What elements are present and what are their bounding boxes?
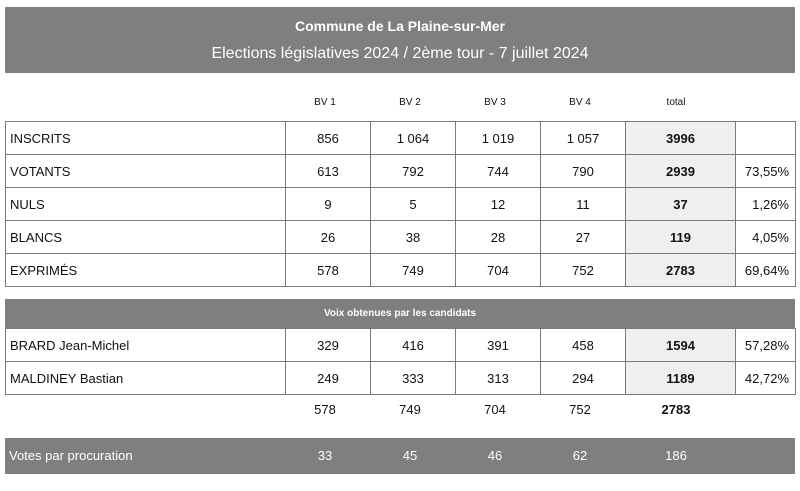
cell-total: 2939 xyxy=(626,155,736,188)
candidates-total-all: 2783 xyxy=(661,402,691,417)
table-row xyxy=(6,122,796,155)
candidate-name: MALDINEY Bastian xyxy=(6,362,286,395)
cell-percent: 4,05% xyxy=(736,221,796,254)
cell-bv2: 1 064 xyxy=(371,122,456,155)
cell-bv2: 792 xyxy=(371,155,456,188)
candidate-name: BRARD Jean-Michel xyxy=(6,329,286,362)
cell-bv4: 27 xyxy=(541,221,626,254)
row-label: BLANCS xyxy=(6,221,286,254)
title-banner xyxy=(5,7,795,73)
cell-percent: 57,28% xyxy=(736,329,796,362)
cell-bv1: 9 xyxy=(286,188,371,221)
cell-bv4: 294 xyxy=(541,362,626,395)
commune-title: Commune de La Plaine-sur-Mer xyxy=(294,18,506,34)
cell-bv1: 329 xyxy=(286,329,371,362)
row-label: EXPRIMÉS xyxy=(6,254,286,287)
cell-total: 119 xyxy=(626,221,736,254)
cell-bv2: 5 xyxy=(371,188,456,221)
cell-bv4: 11 xyxy=(541,188,626,221)
table-row xyxy=(6,254,796,287)
candidates-section-header: Voix obtenues par les candidats xyxy=(5,299,795,328)
candidates-total-bv3: 704 xyxy=(484,402,506,417)
column-header-bv4: BV 4 xyxy=(569,97,591,108)
cell-bv1: 249 xyxy=(286,362,371,395)
cell-bv3: 391 xyxy=(456,329,541,362)
cell-bv3: 744 xyxy=(456,155,541,188)
cell-bv4: 790 xyxy=(541,155,626,188)
column-header-bv1: BV 1 xyxy=(314,97,336,108)
table-row xyxy=(6,155,796,188)
candidates-total-bv1: 578 xyxy=(314,402,336,417)
cell-percent: 42,72% xyxy=(736,362,796,395)
cell-bv1: 613 xyxy=(286,155,371,188)
cell-percent: 69,64% xyxy=(736,254,796,287)
table-row xyxy=(6,362,796,395)
proxy-bv4: 62 xyxy=(572,448,588,463)
cell-bv3: 12 xyxy=(456,188,541,221)
column-header-bv3: BV 3 xyxy=(484,97,506,108)
cell-total: 2783 xyxy=(626,254,736,287)
proxy-label: Votes par procuration xyxy=(9,448,133,463)
column-header-total: total xyxy=(666,97,686,108)
table-row xyxy=(6,221,796,254)
cell-total: 1189 xyxy=(626,362,736,395)
cell-bv2: 416 xyxy=(371,329,456,362)
column-header-bv2: BV 2 xyxy=(399,97,421,108)
cell-bv4: 752 xyxy=(541,254,626,287)
candidates-total-bv4: 752 xyxy=(569,402,591,417)
row-label: NULS xyxy=(6,188,286,221)
row-label: INSCRITS xyxy=(6,122,286,155)
proxy-bv1: 33 xyxy=(317,448,333,463)
cell-bv3: 313 xyxy=(456,362,541,395)
cell-bv2: 749 xyxy=(371,254,456,287)
election-subtitle: Elections législatives 2024 / 2ème tour - 7 juillet 2024 xyxy=(211,45,589,62)
cell-bv2: 38 xyxy=(371,221,456,254)
cell-percent: 1,26% xyxy=(736,188,796,221)
cell-bv3: 704 xyxy=(456,254,541,287)
cell-total: 37 xyxy=(626,188,736,221)
cell-bv1: 578 xyxy=(286,254,371,287)
cell-total: 1594 xyxy=(626,329,736,362)
cell-bv1: 856 xyxy=(286,122,371,155)
table-row xyxy=(6,329,796,362)
proxy-total: 186 xyxy=(665,448,687,463)
proxy-votes-bar xyxy=(5,438,795,474)
cell-percent: 73,55% xyxy=(736,155,796,188)
proxy-bv3: 46 xyxy=(487,448,503,463)
cell-percent xyxy=(736,122,796,155)
cell-bv4: 458 xyxy=(541,329,626,362)
turnout-table xyxy=(5,121,796,287)
proxy-bv2: 45 xyxy=(402,448,418,463)
cell-bv1: 26 xyxy=(286,221,371,254)
cell-bv2: 333 xyxy=(371,362,456,395)
cell-bv4: 1 057 xyxy=(541,122,626,155)
candidates-table xyxy=(5,328,796,395)
row-label: VOTANTS xyxy=(6,155,286,188)
cell-bv3: 1 019 xyxy=(456,122,541,155)
cell-total: 3996 xyxy=(626,122,736,155)
cell-bv3: 28 xyxy=(456,221,541,254)
candidates-total-bv2: 749 xyxy=(399,402,421,417)
table-row xyxy=(6,188,796,221)
